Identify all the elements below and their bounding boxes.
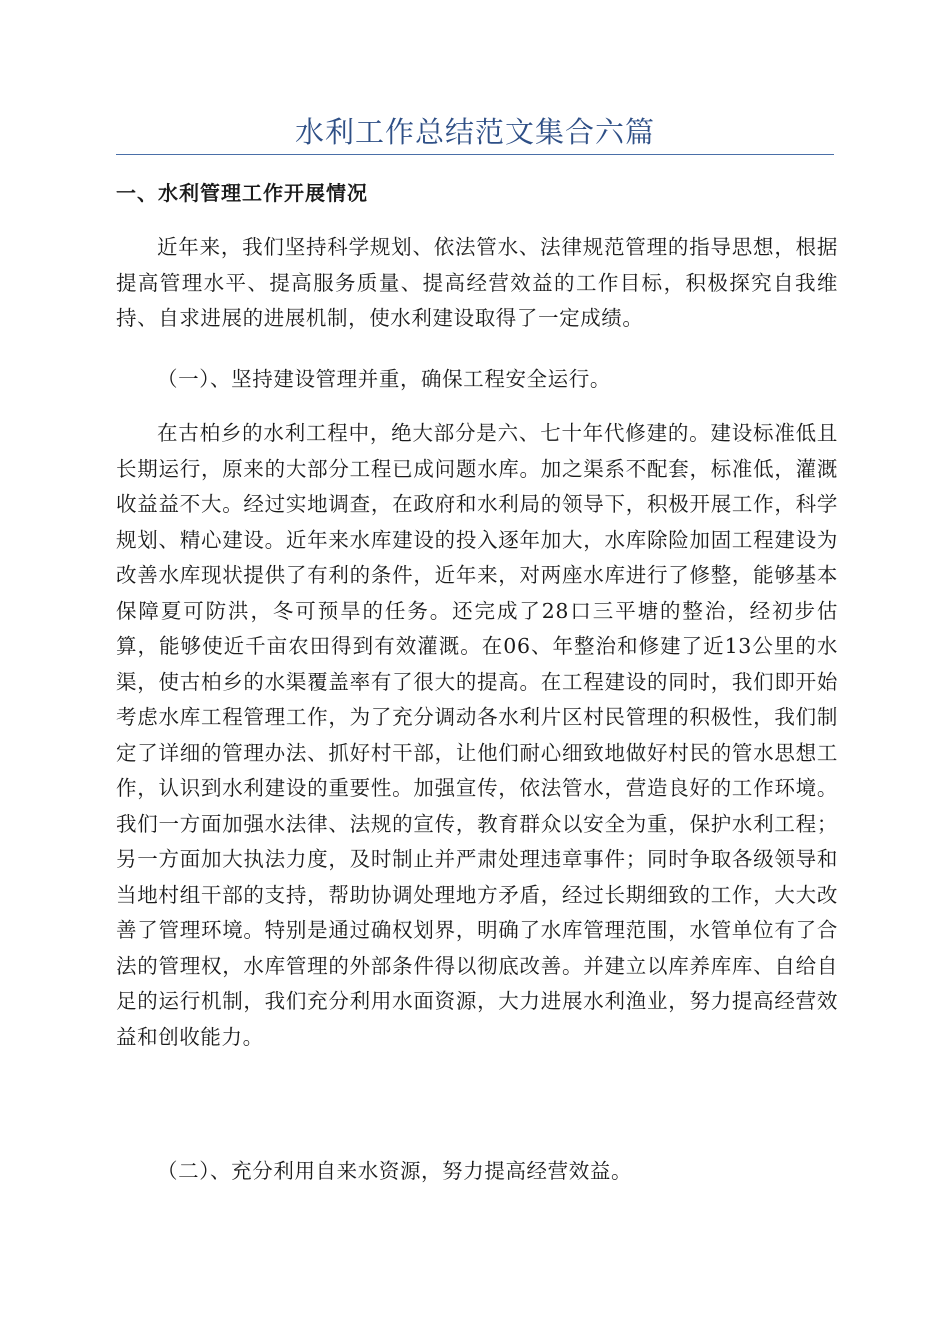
subheading-one: （一）、坚持建设管理并重，确保工程安全运行。 — [157, 367, 611, 391]
paragraph-intro: 近年来，我们坚持科学规划、依法管水、法律规范管理的指导思想，根据提高管理水平、提高服务质量、提高经营效益的工作目标，积极探究自我维持、自求进展的进展机制，使水利建设取得了一定成绩。 — [116, 235, 838, 330]
paragraph-body: 在古柏乡的水利工程中，绝大部分是六、七十年代修建的。建设标准低且长期运行，原来的大部分工程已成问题水库。加之渠系不配套，标准低，灌溉收益益不大。经过实地调查，在政府和水利局的领导下，积极开展工作，科学规划、精心建设。近年来水库建设的投入逐年加大，水库除险加固工程建设为改善水库现状提供了有利的条件，近年来，对两座水库进行了修整，能够基本保障夏可防洪，冬可预旱的任务。还完成了28口三平塘的整治，经初步估算，能够使近千亩农田得到有效灌溉。在06、年整治和修建了近13公里的水渠，使古柏乡的水渠覆盖率有了很大的提高。在工程建设的同时，我们即开始考虑水库工程管理工作，为了充分调动各水利片区村民管理的积极性，我们制定了详细的管理办法、抓好村干部，让他们耐心细致地做好村民的管水思想工作，认识到水利建设的重要性。加强宣传，依法管水，营造良好的工作环境。我们一方面加强水法律、法规的宣传，教育群众以安全为重，保护水利工程；另一方面加大执法力度，及时制止并严肃处理违章事件；同时争取各级领导和当地村组干部的支持，帮助协调处理地方矛盾，经过长期细致的工作，大大改善了管理环境。特别是通过确权划界，明确了水库管理范围，水管单位有了合法的管理权，水库管理的外部条件得以彻底改善。并建立以库养库库、自给自足的运行机制，我们充分利用水面资源，大力进展水利渔业，努力提高经营效益和创收能力。 — [116, 421, 838, 1049]
document-title: 水利工作总结范文集合六篇 — [294, 115, 655, 149]
section-heading: 一、水利管理工作开展情况 — [116, 181, 368, 205]
title-underline — [116, 154, 834, 155]
subheading-two: （二）、充分利用自来水资源，努力提高经营效益。 — [157, 1159, 633, 1183]
